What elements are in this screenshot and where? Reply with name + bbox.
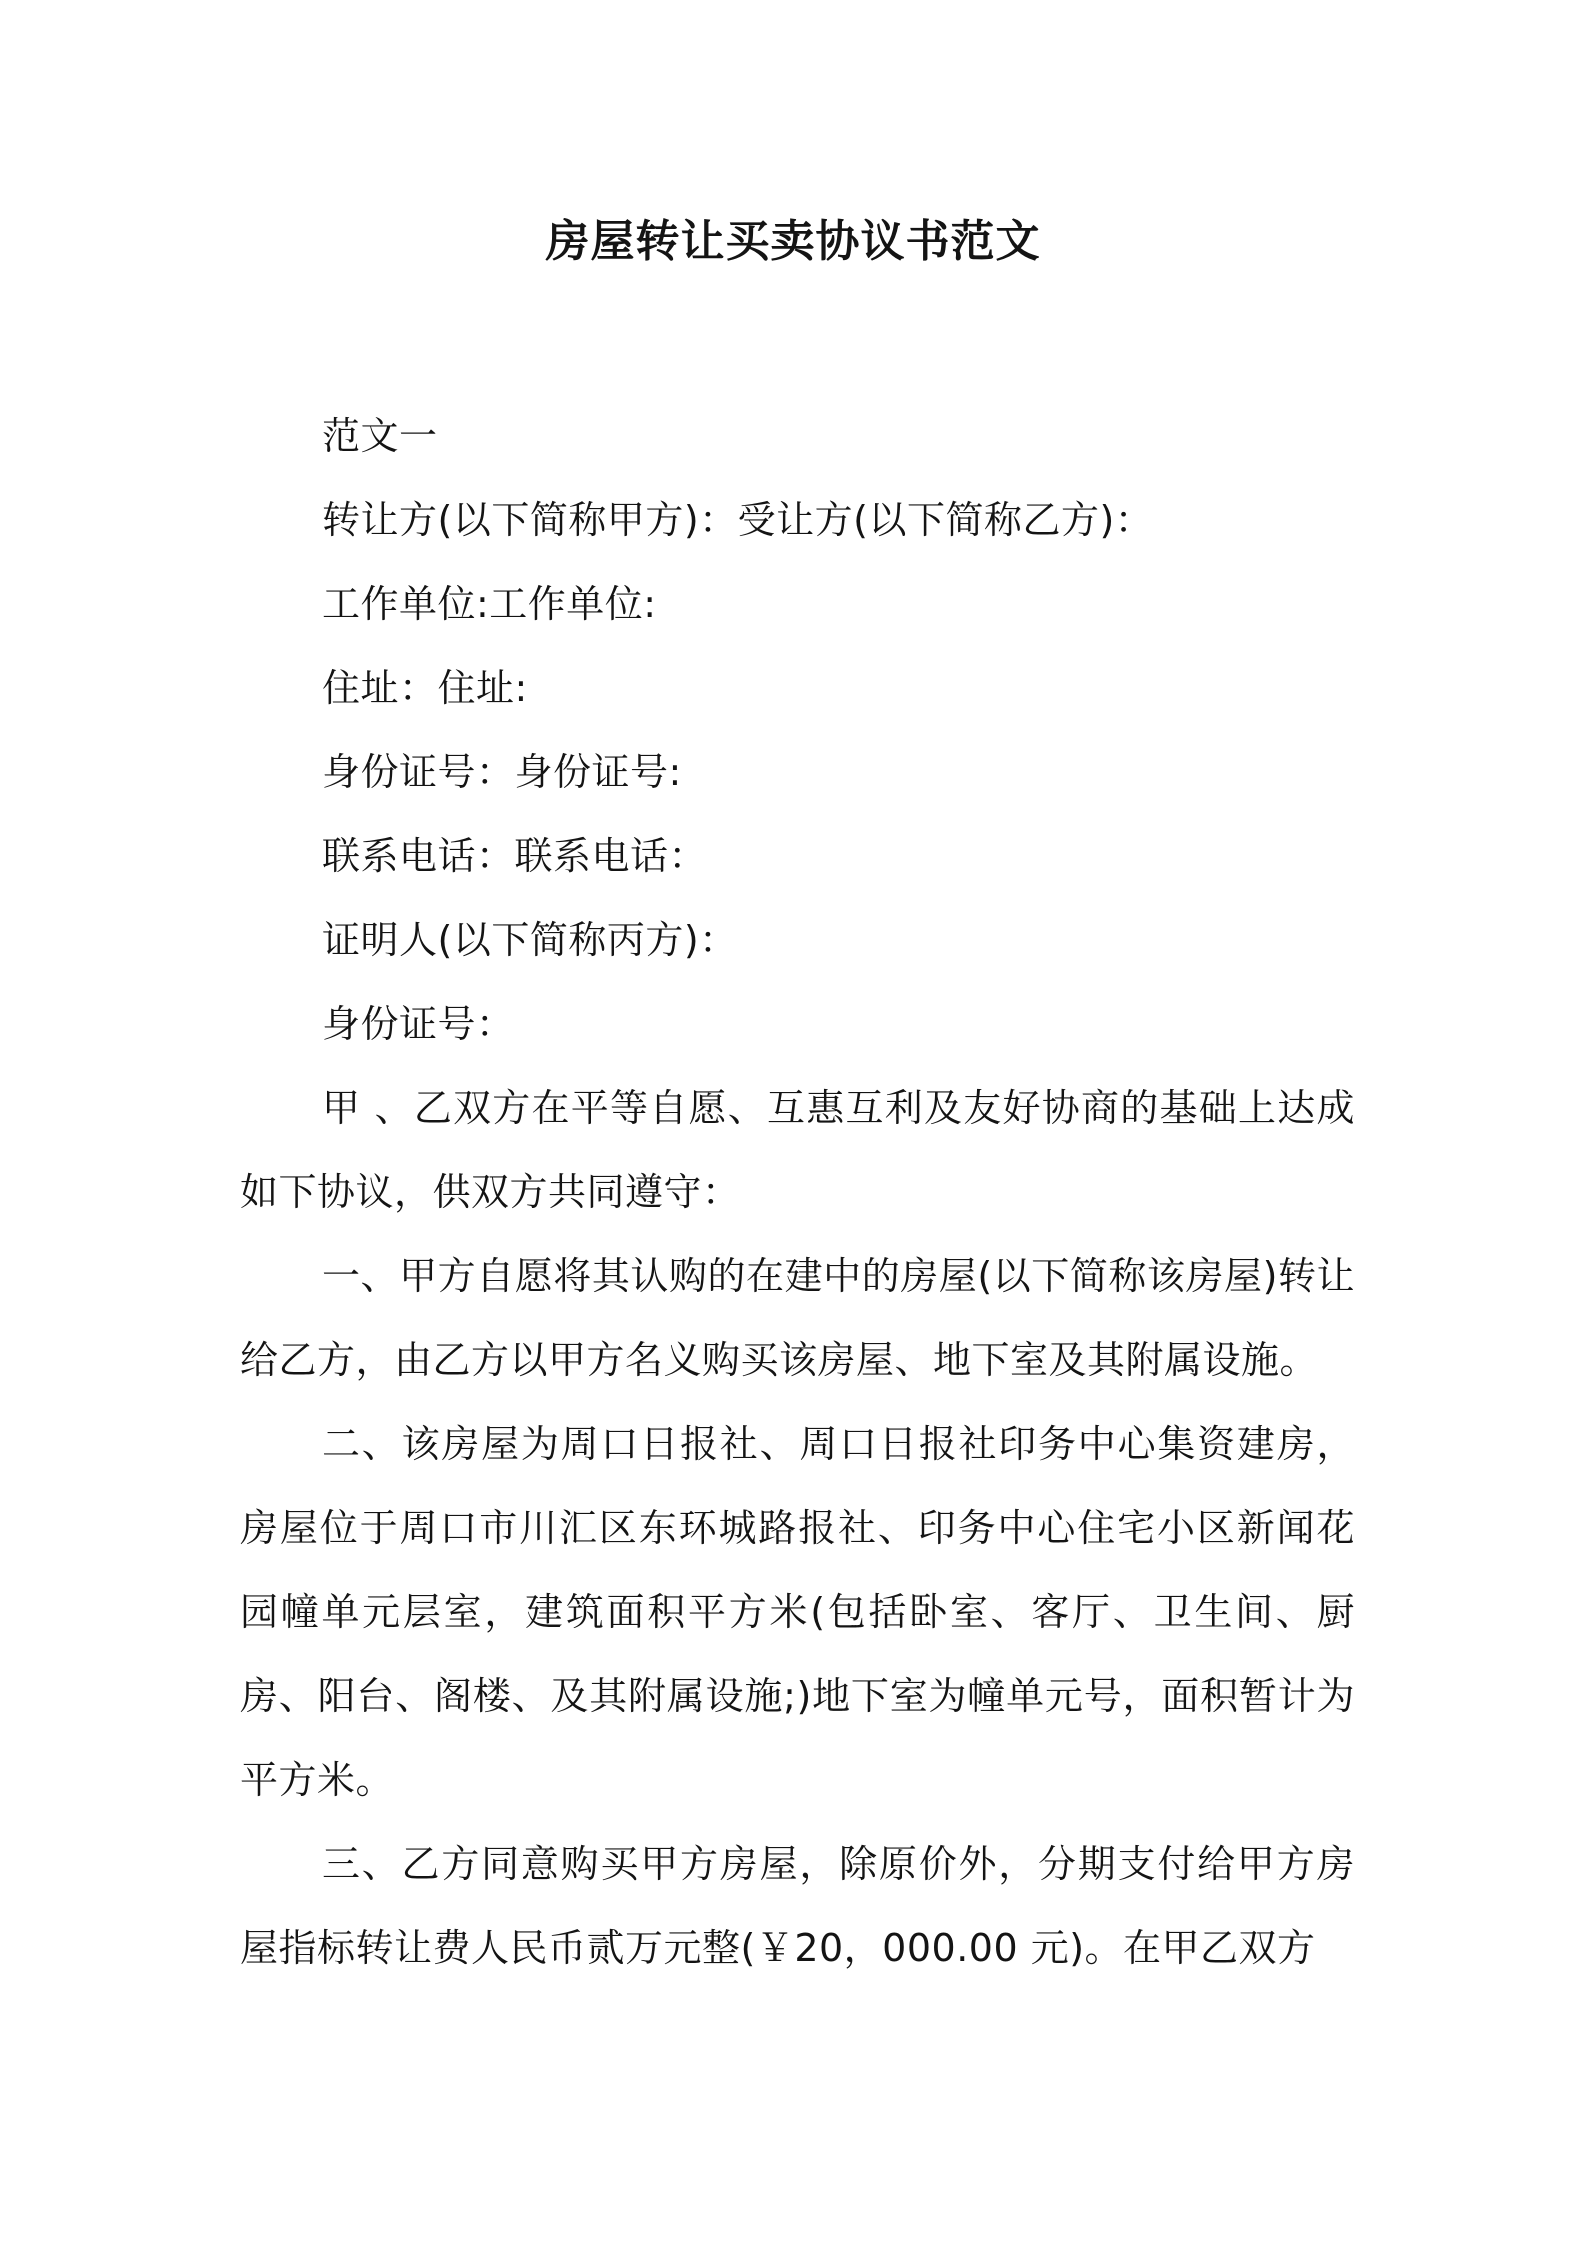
field-address: 住址：住址:	[322, 666, 528, 710]
section-label: 范文一	[322, 414, 438, 458]
field-witness-id: 身份证号：	[322, 1002, 515, 1046]
paragraph-clause-3: 三、乙方同意购买甲方房屋，除原价外，分期支付给甲方房屋指标转让费人民币贰万元整(￥20，000.00 元)。在甲乙双方	[240, 1842, 1355, 1970]
field-id-number: 身份证号：身份证号:	[322, 750, 682, 794]
field-phone: 联系电话：联系电话：	[322, 834, 708, 878]
field-work-unit: 工作单位:工作单位:	[322, 582, 657, 626]
document-title: 房屋转让买卖协议书范文	[545, 216, 1041, 267]
paragraph-clause-2: 二、该房屋为周口日报社、周口日报社印务中心集资建房，房屋位于周口市川汇区东环城路报社、印务中心住宅小区新闻花园幢单元层室，建筑面积平方米(包括卧室、客厅、卫生间、厨房、阳台、阁楼、及其附属设施;)地下室为幢单元号，面积暂计为平方米。	[240, 1422, 1355, 1802]
field-parties: 转让方(以下简称甲方)：受让方(以下简称乙方)：	[322, 498, 1154, 542]
paragraph-preamble: 甲 、乙双方在平等自愿、互惠互利及友好协商的基础上达成如下协议，供双方共同遵守：	[240, 1086, 1355, 1214]
paragraph-clause-1: 一、甲方自愿将其认购的在建中的房屋(以下简称该房屋)转让给乙方，由乙方以甲方名义购买该房屋、地下室及其附属设施。	[240, 1254, 1355, 1382]
field-witness: 证明人(以下简称丙方)：	[322, 918, 738, 962]
